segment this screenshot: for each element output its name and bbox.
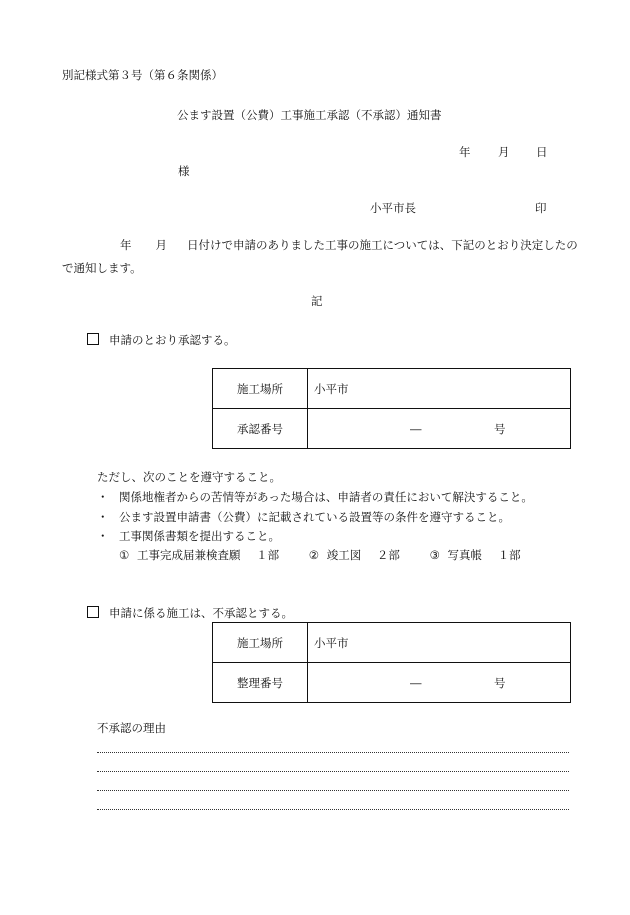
document-title: 公ます設置（公費）工事施工承認（不承認）通知書	[177, 108, 442, 122]
reason-line-2[interactable]	[97, 771, 569, 772]
date-day-label: 日	[536, 145, 548, 159]
body-year: 年	[120, 238, 132, 252]
table-row	[213, 369, 571, 409]
reason-line-3[interactable]	[97, 790, 569, 791]
number-dash: ―	[410, 675, 422, 690]
reject-checkbox[interactable]	[87, 606, 99, 618]
condition-2: 公ます設置申請書（公費）に記載されている設置等の条件を遵守すること。	[119, 510, 510, 524]
reason-line-1[interactable]	[97, 752, 569, 753]
body-paragraph	[62, 234, 582, 280]
list-item: ・ 関係地権者からの苦情等があった場合は、申請者の責任において解決すること。	[97, 490, 533, 504]
rejection-table	[212, 622, 571, 703]
site-location-label: 施工場所	[213, 623, 308, 663]
approve-label: 申請のとおり承認する。	[109, 333, 236, 347]
table-row	[213, 663, 571, 703]
condition-1: 関係地権者からの苦情等があった場合は、申請者の責任において解決すること。	[119, 490, 533, 504]
reject-label: 申請に係る施工は、不承認とする。	[109, 606, 293, 620]
site-location-value: 小平市	[308, 369, 571, 409]
seal-mark: 印	[535, 201, 547, 215]
list-item: ・ 工事関係書類を提出すること。	[97, 529, 280, 543]
addressee-suffix: 様	[178, 164, 190, 178]
approve-option[interactable]	[87, 333, 236, 348]
issuer-name: 小平市長	[370, 201, 416, 215]
ki-heading: 記	[311, 294, 323, 308]
doc-3-mark: ③	[429, 548, 440, 562]
document-list	[119, 549, 521, 563]
number-suffix: 号	[494, 421, 506, 436]
list-item: ・ 公ます設置申請書（公費）に記載されている設置等の条件を遵守すること。	[97, 510, 510, 524]
doc-1-mark: ①	[119, 548, 130, 562]
approval-number-label: 承認番号	[213, 409, 308, 449]
date-year-label: 年	[459, 145, 471, 159]
doc-2-count: ２部	[376, 548, 400, 562]
approval-table	[212, 368, 571, 449]
body-text: 日付けで申請のありました工事の施工については、下記のとおり決定したので通知します。	[62, 238, 578, 275]
date-month-label: 月	[498, 145, 510, 159]
approve-checkbox[interactable]	[87, 333, 99, 345]
doc-3-name: 写真帳	[447, 548, 483, 562]
conditions-intro: ただし、次のことを遵守すること。	[97, 470, 281, 484]
reason-line-4[interactable]	[97, 809, 569, 810]
site-location-label: 施工場所	[213, 369, 308, 409]
site-location-value: 小平市	[308, 623, 571, 663]
doc-2-mark: ②	[308, 548, 320, 562]
condition-3: 工事関係書類を提出すること。	[119, 529, 280, 543]
doc-3-count: １部	[497, 548, 521, 562]
approval-number-value	[308, 409, 571, 449]
table-row	[213, 623, 571, 663]
number-suffix: 号	[494, 675, 506, 690]
form-label: 別記様式第３号（第６条関係）	[62, 68, 223, 82]
reference-number-value	[308, 663, 571, 703]
table-row	[213, 409, 571, 449]
doc-1-count: １部	[256, 548, 280, 562]
reference-number-label: 整理番号	[213, 663, 308, 703]
reject-option[interactable]	[87, 606, 293, 621]
rejection-reason-label: 不承認の理由	[97, 721, 166, 735]
doc-2-name: 竣工図	[326, 548, 362, 562]
number-dash: ―	[410, 421, 422, 436]
doc-1-name: 工事完成届兼検査願	[136, 548, 241, 562]
body-month: 月	[155, 238, 167, 252]
